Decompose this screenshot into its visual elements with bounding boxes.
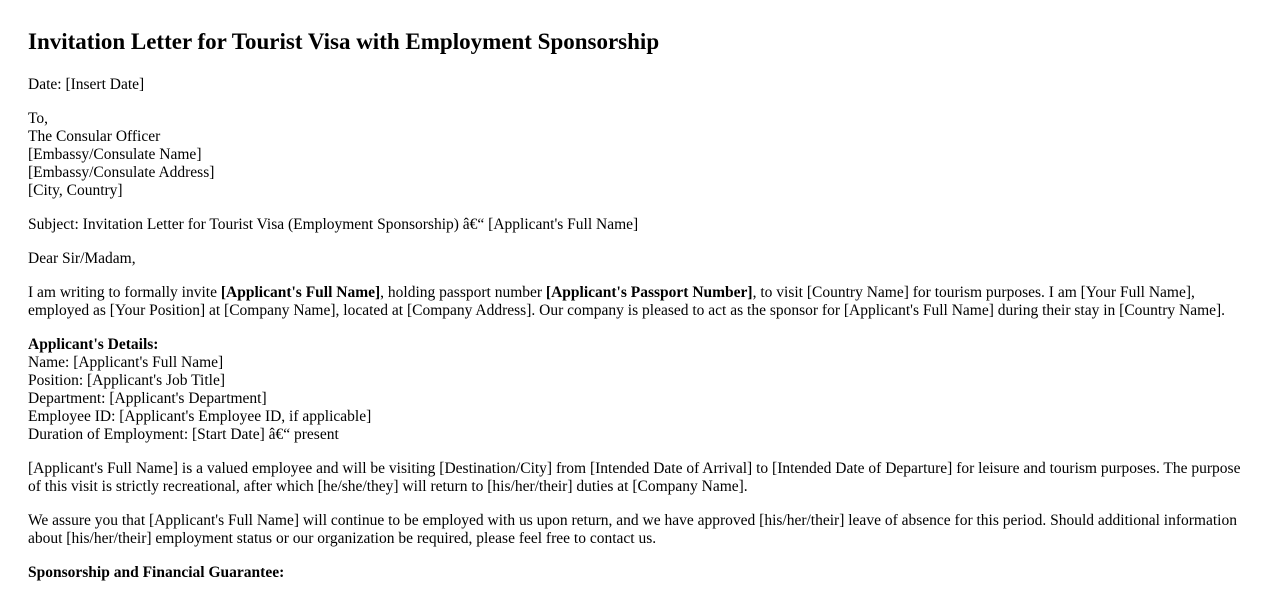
employment-assurance-paragraph: We assure you that [Applicant's Full Name] will continue to be employed with us upon return, and we have approved [his/her/their] leave of absence for this period. Should additional information about [his/her/their] employment status or our organization be required, please feel free to contact us. <box>28 512 1237 547</box>
subject-line: Subject: Invitation Letter for Tourist Visa (Employment Sponsorship) â€“ [Applicant's Full Name] <box>28 216 639 233</box>
intro-text-2: , holding passport number <box>380 284 546 301</box>
recipient-to: To, <box>28 110 49 127</box>
recipient-city-country: [City, Country] <box>28 182 123 199</box>
intro-text-3: , to visit [Country Name] for tourism purposes. I am [Your Full Name], employed as [Your Position] at [Company Name], located at [Company Address]. Our company is pleased to act as the sponsor for [Applicant's Full Name] during their stay in [Country Name]. <box>28 284 1226 319</box>
intro-passport-number: [Applicant's Passport Number] <box>545 284 753 301</box>
intro-text-1: I am writing to formally invite <box>28 284 221 301</box>
date-line: Date: [Insert Date] <box>28 76 145 93</box>
sponsorship-heading-text: Sponsorship and Financial Guarantee: <box>28 564 285 581</box>
applicant-details <box>28 336 1250 444</box>
recipient-officer: The Consular Officer <box>28 128 161 145</box>
intro-applicant-name: [Applicant's Full Name] <box>220 284 381 301</box>
visit-purpose-paragraph: [Applicant's Full Name] is a valued employee and will be visiting [Destination/City] from [Intended Date of Arrival] to [Intended Date of Departure] for leisure and tourism purposes. The purpose of this visit is strictly recreational, after which [he/she/they] will return to [his/her/their] duties at [Company Name]. <box>28 460 1241 495</box>
details-position: Position: [Applicant's Job Title] <box>28 372 225 389</box>
letter-title: Invitation Letter for Tourist Visa with Employment Sponsorship <box>28 29 660 54</box>
sponsorship-heading <box>28 564 1250 582</box>
details-name: Name: [Applicant's Full Name] <box>28 354 224 371</box>
details-department: Department: [Applicant's Department] <box>28 390 267 407</box>
intro-paragraph <box>28 284 1250 320</box>
details-heading: Applicant's Details: <box>28 336 159 353</box>
salutation: Dear Sir/Madam, <box>28 250 136 267</box>
recipient-embassy-address: [Embassy/Consulate Address] <box>28 164 215 181</box>
recipient-block <box>28 110 1250 200</box>
details-duration: Duration of Employment: [Start Date] â€“ present <box>28 426 339 443</box>
recipient-embassy-name: [Embassy/Consulate Name] <box>28 146 202 163</box>
details-employee-id: Employee ID: [Applicant's Employee ID, if applicable] <box>28 408 372 425</box>
